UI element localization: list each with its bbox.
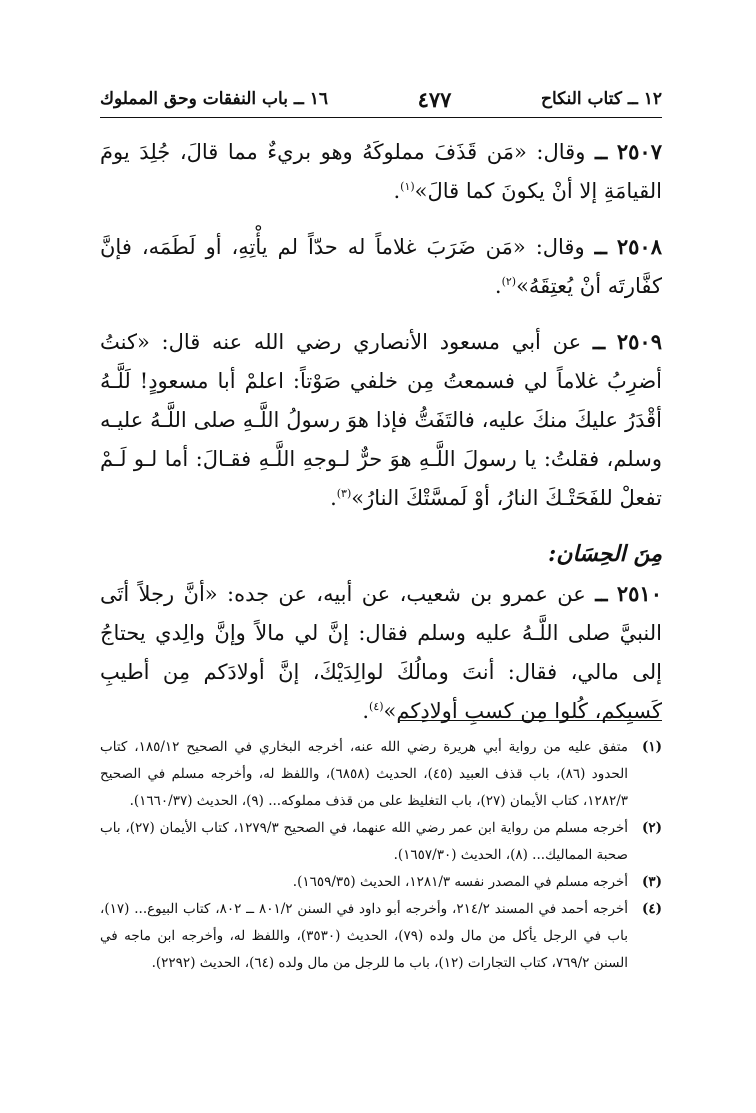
footnote-ref[interactable]: (٣): [336, 487, 352, 500]
page-number: ٤٧٧: [417, 86, 452, 112]
footnote-item: [100, 869, 662, 896]
hadith-separator: ــ: [594, 234, 607, 259]
hadith-2508: ٢٥٠٨ ــ وقال: «مَن ضَرَبَ غلاماً له حدّاً لم يأْتِهِ، أو لَطَمَه، فإنَّ كفَّارتَه أنْ يُعتِقَهُ»$^{(٢)}$.: [100, 234, 662, 298]
footnote-number: (٣): [641, 874, 662, 890]
footnote-text: أخرجه مسلم من رواية ابن عمر رضي الله عنهما، في الصحيح ١٢٧٩/٣، كتاب الأيمان (٢٧)، باب صحبة المماليك... (٨)، الحديث (١٦٥٧/٣٠).: [100, 820, 628, 863]
hadith-text: وقال: «مَن قَذَفَ مملوكَهُ وهو بريءٌ مما قالَ، جُلِدَ يومَ القيامَةِ إلا أنْ يكونَ كما قالَ»: [100, 140, 662, 203]
footnote-ref[interactable]: (٢): [501, 275, 517, 288]
header-divider: [100, 117, 662, 118]
footnote-text: متفق عليه من رواية أبي هريرة رضي الله عنه، أخرجه البخاري في الصحيح ١٨٥/١٢، كتاب الحدود (٨٦)، باب قذف العبيد (٤٥)، الحديث (٦٨٥٨)، واللفظ له، وأخرجه مسلم في الصحيح ١٢٨٢/٣، كتاب الأيمان (٢٧)، باب التغليظ على من قذف مملوكه... (٩)، الحديث (١٦٦٠/٣٧).: [100, 739, 628, 809]
hadith-2509: ٢٥٠٩ ــ عن أبي مسعود الأنصاري رضي الله عنه قال: «كنتُ أضرِبُ غلاماً لي فسمعتُ مِن خلفي صَوْتاً: اعلمْ أبا مسعودٍ! لَلَّـهُ أقْدَرُ عليكَ منكَ عليه، فالتَفَتُّ فإذا هوَ رسولُ اللَّـهِ صلى اللَّـهُ عليـه وسلم، فقلتُ: يا رسولَ اللَّـهِ هوَ حرٌّ لـوجهِ اللَّـهِ فقـالَ: أما لـو لَـمْ تفعلْ للفَحَتْـكَ النارُ، أوْ لَمسَّتْكَ النارُ»$^{(٣)}$.: [100, 329, 662, 510]
header-book-title: ١٢ ــ كتاب النكاح: [541, 89, 662, 109]
footnote-number: (٢): [641, 820, 662, 836]
footnote-item: [100, 815, 662, 869]
footnote-item: [100, 734, 662, 815]
hadith-separator: ــ: [595, 581, 608, 606]
hadith-number: ٢٥٠٧: [616, 139, 662, 164]
hadith-separator: ــ: [592, 329, 606, 354]
footnote-item: [100, 896, 662, 977]
footnote-text: أخرجه أحمد في المسند ٢١٤/٢، وأخرجه أبو داود في السنن ٨٠١/٢ ــ ٨٠٢، كتاب البيوع... (١٧)، باب في الرجل يأكل من مال ولده (٧٩)، الحديث (٣٥٣٠)، واللفظ له، وأخرجه ابن ماجه في السنن ٧٦٩/٢، كتاب التجارات (١٢)، باب ما للرجل من مال ولده (٦٤)، الحديث (٢٢٩٢).: [100, 901, 629, 971]
hadith-separator: ــ: [594, 139, 608, 164]
hadith-number: ٢٥١٠: [616, 581, 662, 606]
footnote-divider: [400, 720, 662, 721]
footnote-text: أخرجه مسلم في المصدر نفسه ١٢٨١/٣، الحديث (١٦٥٩/٣٥).: [292, 874, 628, 890]
footnote-number: (٤): [641, 901, 662, 917]
hadith-text: عن أبي مسعود الأنصاري رضي الله عنه قال: «كنتُ أضرِبُ غلاماً لي فسمعتُ مِن خلفي صَوْتاً: اعلمْ أبا مسعودٍ! لَلَّـهُ أقْدَرُ عليكَ منكَ عليه، فالتَفَتُّ فإذا هوَ رسولُ اللَّـهِ صلى اللَّـهُ عليـه وسلم، فقلتُ: يا رسولَ اللَّـهِ هوَ حرٌّ لـوجهِ اللَّـهِ فقـالَ: أما لـو لَـمْ تفعلْ للفَحَتْـكَ النارُ، أوْ لَمسَّتْكَ النارُ»: [100, 330, 662, 510]
hadith-text: وقال: «مَن ضَرَبَ غلاماً له حدّاً لم يأْتِهِ، أو لَطَمَه، فإنَّ كفَّارتَه أنْ يُعتِقَهُ»: [100, 235, 662, 298]
header-chapter-title: ١٦ ــ باب النفقات وحق المملوك: [100, 89, 329, 109]
section-heading: مِنَ الحِسَان:: [548, 541, 662, 567]
hadith-number: ٢٥٠٨: [616, 234, 662, 259]
hadith-number: ٢٥٠٩: [616, 329, 662, 354]
hadith-2507: ٢٥٠٧ ــ وقال: «مَن قَذَفَ مملوكَهُ وهو بريءٌ مما قالَ، جُلِدَ يومَ القيامَةِ إلا أنْ يكونَ كما قالَ»$^{(١)}$.: [100, 139, 662, 203]
footnotes: [100, 734, 662, 977]
hadith-2510: ٢٥١٠ ــ عن عمرو بن شعيب، عن أبيه، عن جده: «أنَّ رجلاً أتَى النبيَّ صلى اللَّـهُ عليه وسلم فقال: إنَّ لي مالاً وإنَّ والِدي يحتاجُ إلى مالي، فقال: أنتَ ومالُكَ لوالِدَيْكَ، إنَّ أولادَكم مِن أطيبِ كَسبِكم، كُلوا مِن كسبِ أولادِكم»$^{(٤)}$.: [100, 581, 662, 723]
main-text: [100, 132, 662, 747]
running-header: [100, 84, 662, 114]
hadith-text: عن عمرو بن شعيب، عن أبيه، عن جده: «أنَّ رجلاً أتَى النبيَّ صلى اللَّـهُ عليه وسلم فقال: إنَّ لي مالاً وإنَّ والِدي يحتاجُ إلى مالي، فقال: أنتَ ومالُكَ لوالِدَيْكَ، إنَّ أولادَكم مِن أطيبِ كَسبِكم، كُلوا مِن كسبِ أولادِكم»: [100, 582, 662, 723]
footnote-number: (١): [641, 739, 662, 755]
footnote-ref[interactable]: (١): [400, 180, 415, 193]
footnote-ref[interactable]: (٤): [369, 700, 384, 713]
